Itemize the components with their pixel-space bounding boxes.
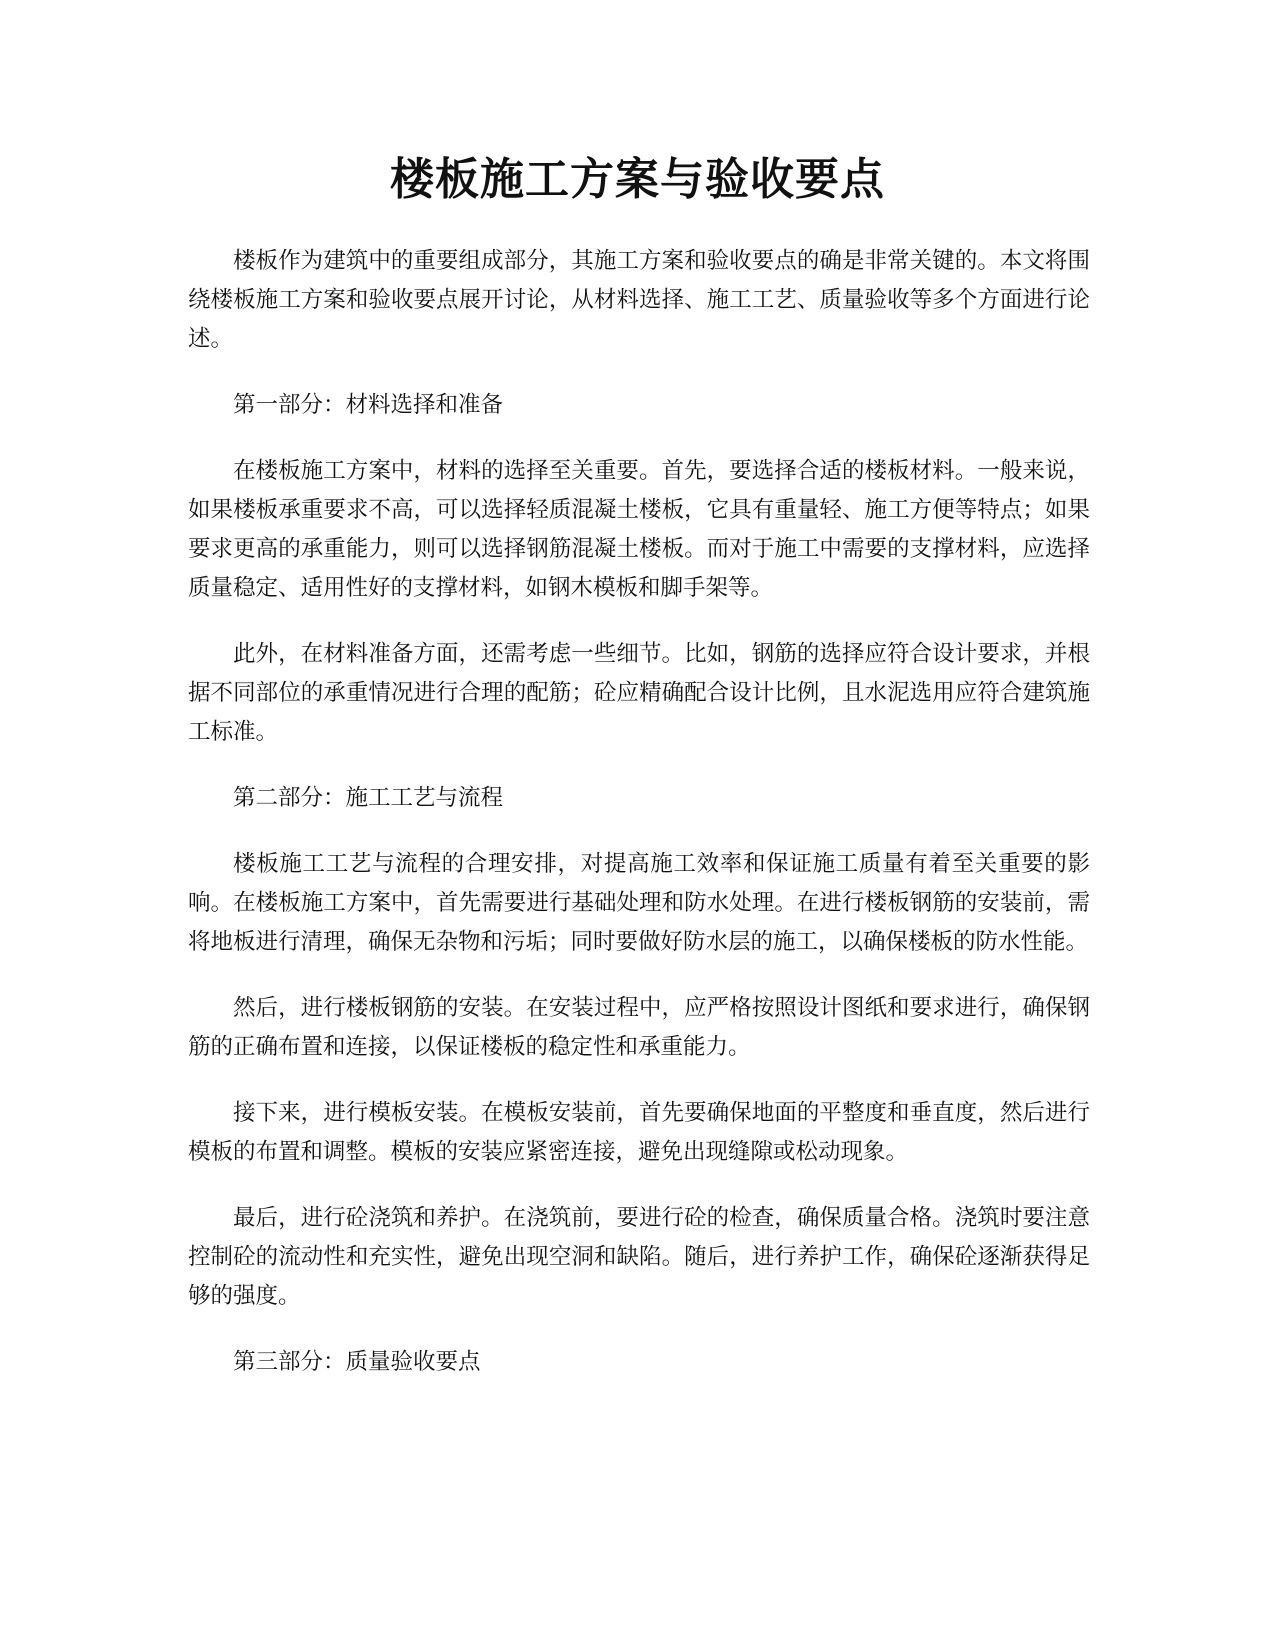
- body-paragraph: 此外，在材料准备方面，还需考虑一些细节。比如，钢筋的选择应符合设计要求，并根据不同部位的承重情况进行合理的配筋；砼应精确配合设计比例，且水泥选用应符合建筑施工标准。: [188, 641, 1090, 745]
- intro-paragraph: 楼板作为建筑中的重要组成部分，其施工方案和验收要点的确是非常关键的。本文将围绕楼板施工方案和验收要点展开讨论，从材料选择、施工工艺、质量验收等多个方面进行论述。: [188, 248, 1090, 352]
- document-title: 楼板施工方案与验收要点: [390, 154, 885, 205]
- body-paragraph: 在楼板施工方案中，材料的选择至关重要。首先，要选择合适的楼板材料。一般来说，如果楼板承重要求不高，可以选择轻质混凝土楼板，它具有重量轻、施工方便等特点；如果要求更高的承重能力，则可以选择钢筋混凝土楼板。而对于施工中需要的支撑材料，应选择质量稳定、适用性好的支撑材料，如钢木模板和脚手架等。: [188, 458, 1090, 601]
- body-paragraph: 接下来，进行模板安装。在模板安装前，首先要确保地面的平整度和垂直度，然后进行模板的布置和调整。模板的安装应紧密连接，避免出现缝隙或松动现象。: [188, 1100, 1090, 1165]
- body-paragraph: 最后，进行砼浇筑和养护。在浇筑前，要进行砼的检查，确保质量合格。浇筑时要注意控制砼的流动性和充实性，避免出现空洞和缺陷。随后，进行养护工作，确保砼逐渐获得足够的强度。: [188, 1205, 1090, 1309]
- body-paragraph: 楼板施工工艺与流程的合理安排，对提高施工效率和保证施工质量有着至关重要的影响。在楼板施工方案中，首先需要进行基础处理和防水处理。在进行楼板钢筋的安装前，需将地板进行清理，确保无杂物和污垢；同时要做好防水层的施工，以确保楼板的防水性能。: [188, 851, 1090, 955]
- section-heading-materials: 第一部分：材料选择和准备: [233, 392, 504, 418]
- document-body: [188, 242, 1090, 1409]
- body-paragraph: 然后，进行楼板钢筋的安装。在安装过程中，应严格按照设计图纸和要求进行，确保钢筋的正确布置和连接，以保证楼板的稳定性和承重能力。: [188, 995, 1090, 1060]
- section-heading-process: 第二部分：施工工艺与流程: [233, 785, 504, 811]
- section-heading-inspection: 第三部分：质量验收要点: [233, 1349, 481, 1375]
